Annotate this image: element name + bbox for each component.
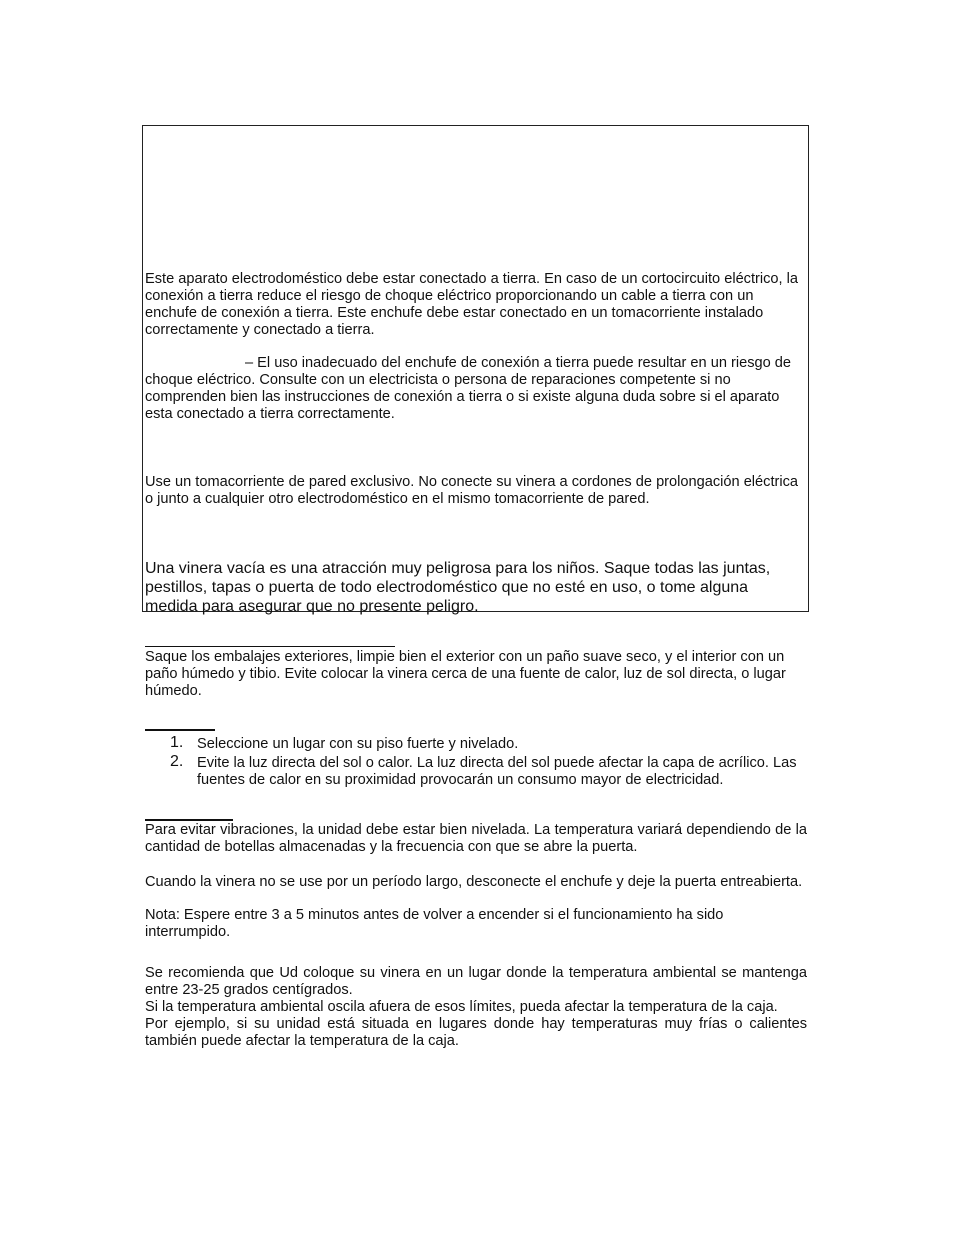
operation-paragraph: Cuando la vinera no se use por un período largo, desconecte el enchufe y deje la puerta entreabierta. [145, 874, 803, 890]
list-item-number: 2. [170, 753, 184, 770]
outlet-paragraph: Use un tomacorriente de pared exclusivo. No conecte su vinera a cordones de prolongación eléctrica o junto a cualquier otro electrodoméstico en el mismo tomacorriente de pared. [145, 474, 799, 507]
operation-heading-rule [145, 819, 233, 821]
unpacking-paragraph: Saque los embalajes exteriores, limpie bien el exterior con un paño suave seco, y el interior con un paño húmedo y tibio. Evite colocar la vinera cerca de una fuente de calor, luz de sol directa, o lugar húmedo. [145, 649, 786, 699]
list-item-text: Evite la luz directa del sol o calor. La luz directa del sol puede afectar la capa de acrílico. Las fuentes de calor en su proximidad provocarán un consumo mayor de electricidad. [197, 755, 797, 788]
ambient-temperature-paragraph: Por ejemplo, si su unidad está situada en lugares donde hay temperaturas muy frías o calientes también puede afectar la temperatura de la caja. [145, 1016, 807, 1049]
ambient-temperature-paragraph: Si la temperatura ambiental oscila afuera de esos límites, pueda afectar la temperatura de la caja. [145, 999, 778, 1015]
plug-warning-paragraph: – El uso inadecuado del enchufe de conexión a tierra puede resultar en un riesgo de choque eléctrico. Consulte con un electricista o persona de reparaciones competente si no comprenden bien las instrucciones de conexión a tierra o si existe alguna duda sobre si el aparato esta conectado a tierra correctamente. [145, 355, 792, 422]
grounding-paragraph: Este aparato electrodoméstico debe estar conectado a tierra. En caso de un cortocircuito eléctrico, la conexión a tierra reduce el riesgo de choque eléctrico proporcionando un cable a tierra con un enchufe de conexión a tierra. Este enchufe debe estar conectado en un tomacorriente instalado correctamente y conectado a tierra. [145, 271, 799, 338]
warning-box [142, 125, 809, 615]
operation-paragraph: Para evitar vibraciones, la unidad debe estar bien nivelada. La temperatura variará dependiendo de la cantidad de botellas almacenadas y la frecuencia con que se abre la puerta. [145, 822, 807, 855]
note-paragraph: Nota: Espere entre 3 a 5 minutos antes de volver a encender si el funcionamiento ha sido interrumpido. [145, 907, 724, 940]
children-warning-paragraph: Una vinera vacía es una atracción muy peligrosa para los niños. Saque todas las juntas, pestillos, tapas o puerta de todo electrodoméstico que no esté en uso, o tome alguna medida para asegurar que no presente peligro. [145, 560, 771, 615]
list-item-text: Seleccione un lugar con su piso fuerte y nivelado. [197, 736, 519, 752]
location-heading-rule [145, 729, 215, 731]
list-item-number: 1. [170, 734, 184, 751]
ambient-temperature-paragraph: Se recomienda que Ud coloque su vinera en un lugar donde la temperatura ambiental se mantenga entre 23-25 grados centígrados. [145, 965, 807, 998]
unpacking-heading-rule [145, 646, 395, 647]
